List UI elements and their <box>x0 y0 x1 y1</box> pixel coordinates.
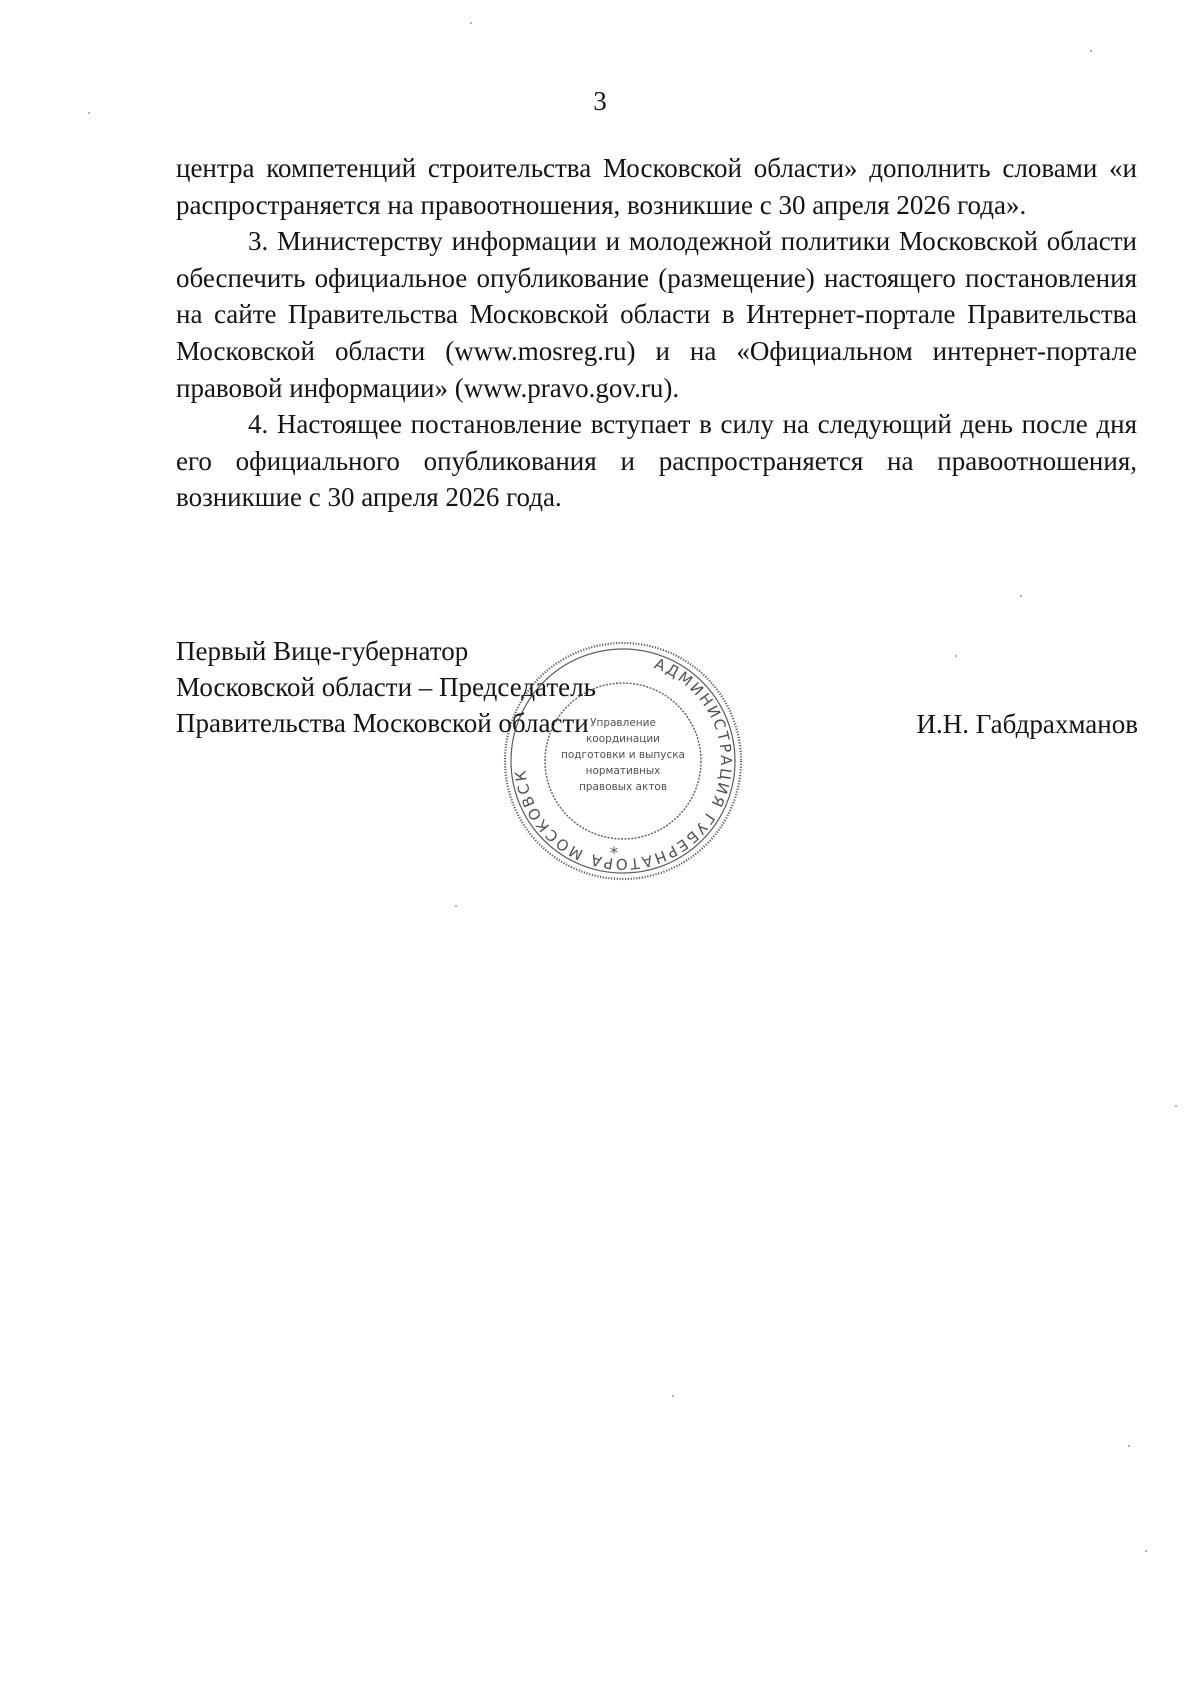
scan-speck <box>1175 1105 1177 1107</box>
seal-center-line: нормативных <box>585 765 661 777</box>
scan-speck <box>1145 1550 1147 1552</box>
page-number: 3 <box>593 86 607 116</box>
scan-speck <box>955 655 957 657</box>
signatory-position-line: Первый Вице-губернатор <box>176 636 469 666</box>
scan-speck <box>672 1395 674 1397</box>
scan-speck <box>455 905 457 907</box>
seal-center-text <box>561 717 685 793</box>
signatory-name: И.Н. Габдрахманов <box>916 709 1138 739</box>
scan-speck <box>470 22 472 24</box>
seal-star: * <box>610 843 618 862</box>
document-body <box>176 150 1137 516</box>
seal-center-line: правовых актов <box>578 781 668 793</box>
paragraph-continuation: центра компетенций строительства Московской области» дополнить словами «и распространяется на правоотношения, возникшие с 30 апреля 2026 года». <box>176 153 1137 220</box>
paragraph-item-4: 4. Настоящее постановление вступает в силу на следующий день после дня его официального опубликования и распространяется на правоотношения, возникшие с 30 апреля 2026 года. <box>176 409 1137 513</box>
signatory-position-line: Правительства Московской области <box>176 708 589 738</box>
seal-center-line: подготовки и выпуска <box>561 749 685 761</box>
seal-ring-text: АДМИНИСТРАЦИЯ ГУБЕРНАТОРА МОСКОВСК <box>511 654 736 874</box>
scan-speck <box>1020 595 1022 597</box>
seal-center-line: Управление <box>590 717 656 729</box>
signatory-position-line: Московской области – Председатель <box>176 672 596 702</box>
scan-speck <box>1090 50 1092 52</box>
scan-speck <box>88 112 90 114</box>
seal-graphic <box>498 636 748 886</box>
scan-speck <box>1128 1445 1130 1447</box>
official-seal <box>498 636 748 886</box>
paragraph-item-3: 3. Министерству информации и молодежной политики Московской области обеспечить официальное опубликование (размещение) настоящего постановления на сайте Правительства Московской области в Интернет-портале Правительства Московской области (www.mosreg.ru) и на «Официальном интернет-портале правовой информации» (www.pravo.gov.ru). <box>176 226 1137 403</box>
seal-center-line: координации <box>585 733 661 745</box>
